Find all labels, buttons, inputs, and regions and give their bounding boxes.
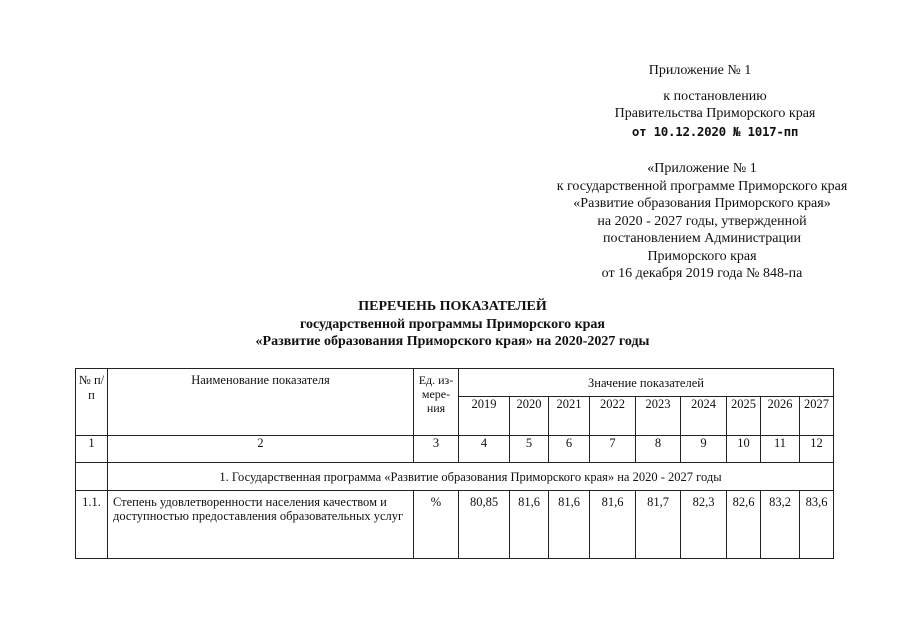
col-number: 4 xyxy=(459,436,510,463)
year-cell: 2019 xyxy=(459,397,510,436)
section-num-cell xyxy=(76,463,108,491)
col-number: 2 xyxy=(108,436,414,463)
row-value: 81,6 xyxy=(510,491,549,559)
document-title xyxy=(0,298,905,351)
col-number: 8 xyxy=(636,436,681,463)
row-indicator-name: Степень удовлетворенности населения качеством и доступностью предоставления образовательных услуг xyxy=(108,491,414,559)
row-value: 81,6 xyxy=(549,491,590,559)
col-number: 10 xyxy=(727,436,761,463)
header-num: № п/п xyxy=(76,369,108,436)
year-cell: 2023 xyxy=(636,397,681,436)
prior-appendix-block xyxy=(530,160,874,283)
prior-line: на 2020 - 2027 годы, утвержденной xyxy=(597,213,807,229)
prior-line: Приморского края xyxy=(647,248,757,264)
header-values: Значение показателей xyxy=(459,369,834,397)
col-number: 9 xyxy=(681,436,727,463)
title-line-2: государственной программы Приморского края xyxy=(300,316,605,332)
prior-line: к государственной программе Приморского края xyxy=(556,178,848,194)
year-cell: 2026 xyxy=(761,397,800,436)
prior-line: постановлением Администрации xyxy=(603,231,801,246)
year-cell: 2020 xyxy=(510,397,549,436)
row-value: 83,6 xyxy=(800,491,834,559)
prior-line: от 16 декабря 2019 года № 848-па xyxy=(601,266,803,281)
year-cell: 2025 xyxy=(727,397,761,436)
col-number: 6 xyxy=(549,436,590,463)
col-number: 3 xyxy=(414,436,459,463)
col-number: 5 xyxy=(510,436,549,463)
resolution-date-stamp: от 10.12.2020 № 1017-пп xyxy=(631,124,799,139)
appendix-government: Правительства Приморского края xyxy=(614,106,816,121)
prior-line: «Развитие образования Приморского края» xyxy=(573,196,831,211)
row-value: 82,3 xyxy=(681,491,727,559)
title-line-3: «Развитие образования Приморского края» на 2020-2027 годы xyxy=(255,334,650,349)
year-cell: 2022 xyxy=(590,397,636,436)
section-row: 1. Государственная программа «Развитие образования Приморского края» на 2020 - 2027 годы xyxy=(108,463,834,491)
row-value: 80,85 xyxy=(459,491,510,559)
col-number: 7 xyxy=(590,436,636,463)
year-cell: 2021 xyxy=(549,397,590,436)
indicators-table xyxy=(75,368,834,559)
title-line-1: ПЕРЕЧЕНЬ ПОКАЗАТЕЛЕЙ xyxy=(358,299,547,314)
appendix-title: Приложение № 1 xyxy=(648,63,752,78)
row-value: 81,7 xyxy=(636,491,681,559)
row-value: 83,2 xyxy=(761,491,800,559)
col-number: 12 xyxy=(800,436,834,463)
col-number: 11 xyxy=(761,436,800,463)
row-num: 1.1. xyxy=(76,491,108,559)
header-unit: Ед. из- мере- ния xyxy=(414,369,459,436)
appendix-to-resolution: к постановлению xyxy=(663,89,767,104)
col-number: 1 xyxy=(76,436,108,463)
row-value: 82,6 xyxy=(727,491,761,559)
row-unit: % xyxy=(414,491,459,559)
header-name: Наименование показателя xyxy=(108,369,414,436)
year-cell: 2024 xyxy=(681,397,727,436)
prior-line: «Приложение № 1 xyxy=(647,161,757,176)
year-cell: 2027 xyxy=(800,397,834,436)
row-value: 81,6 xyxy=(590,491,636,559)
